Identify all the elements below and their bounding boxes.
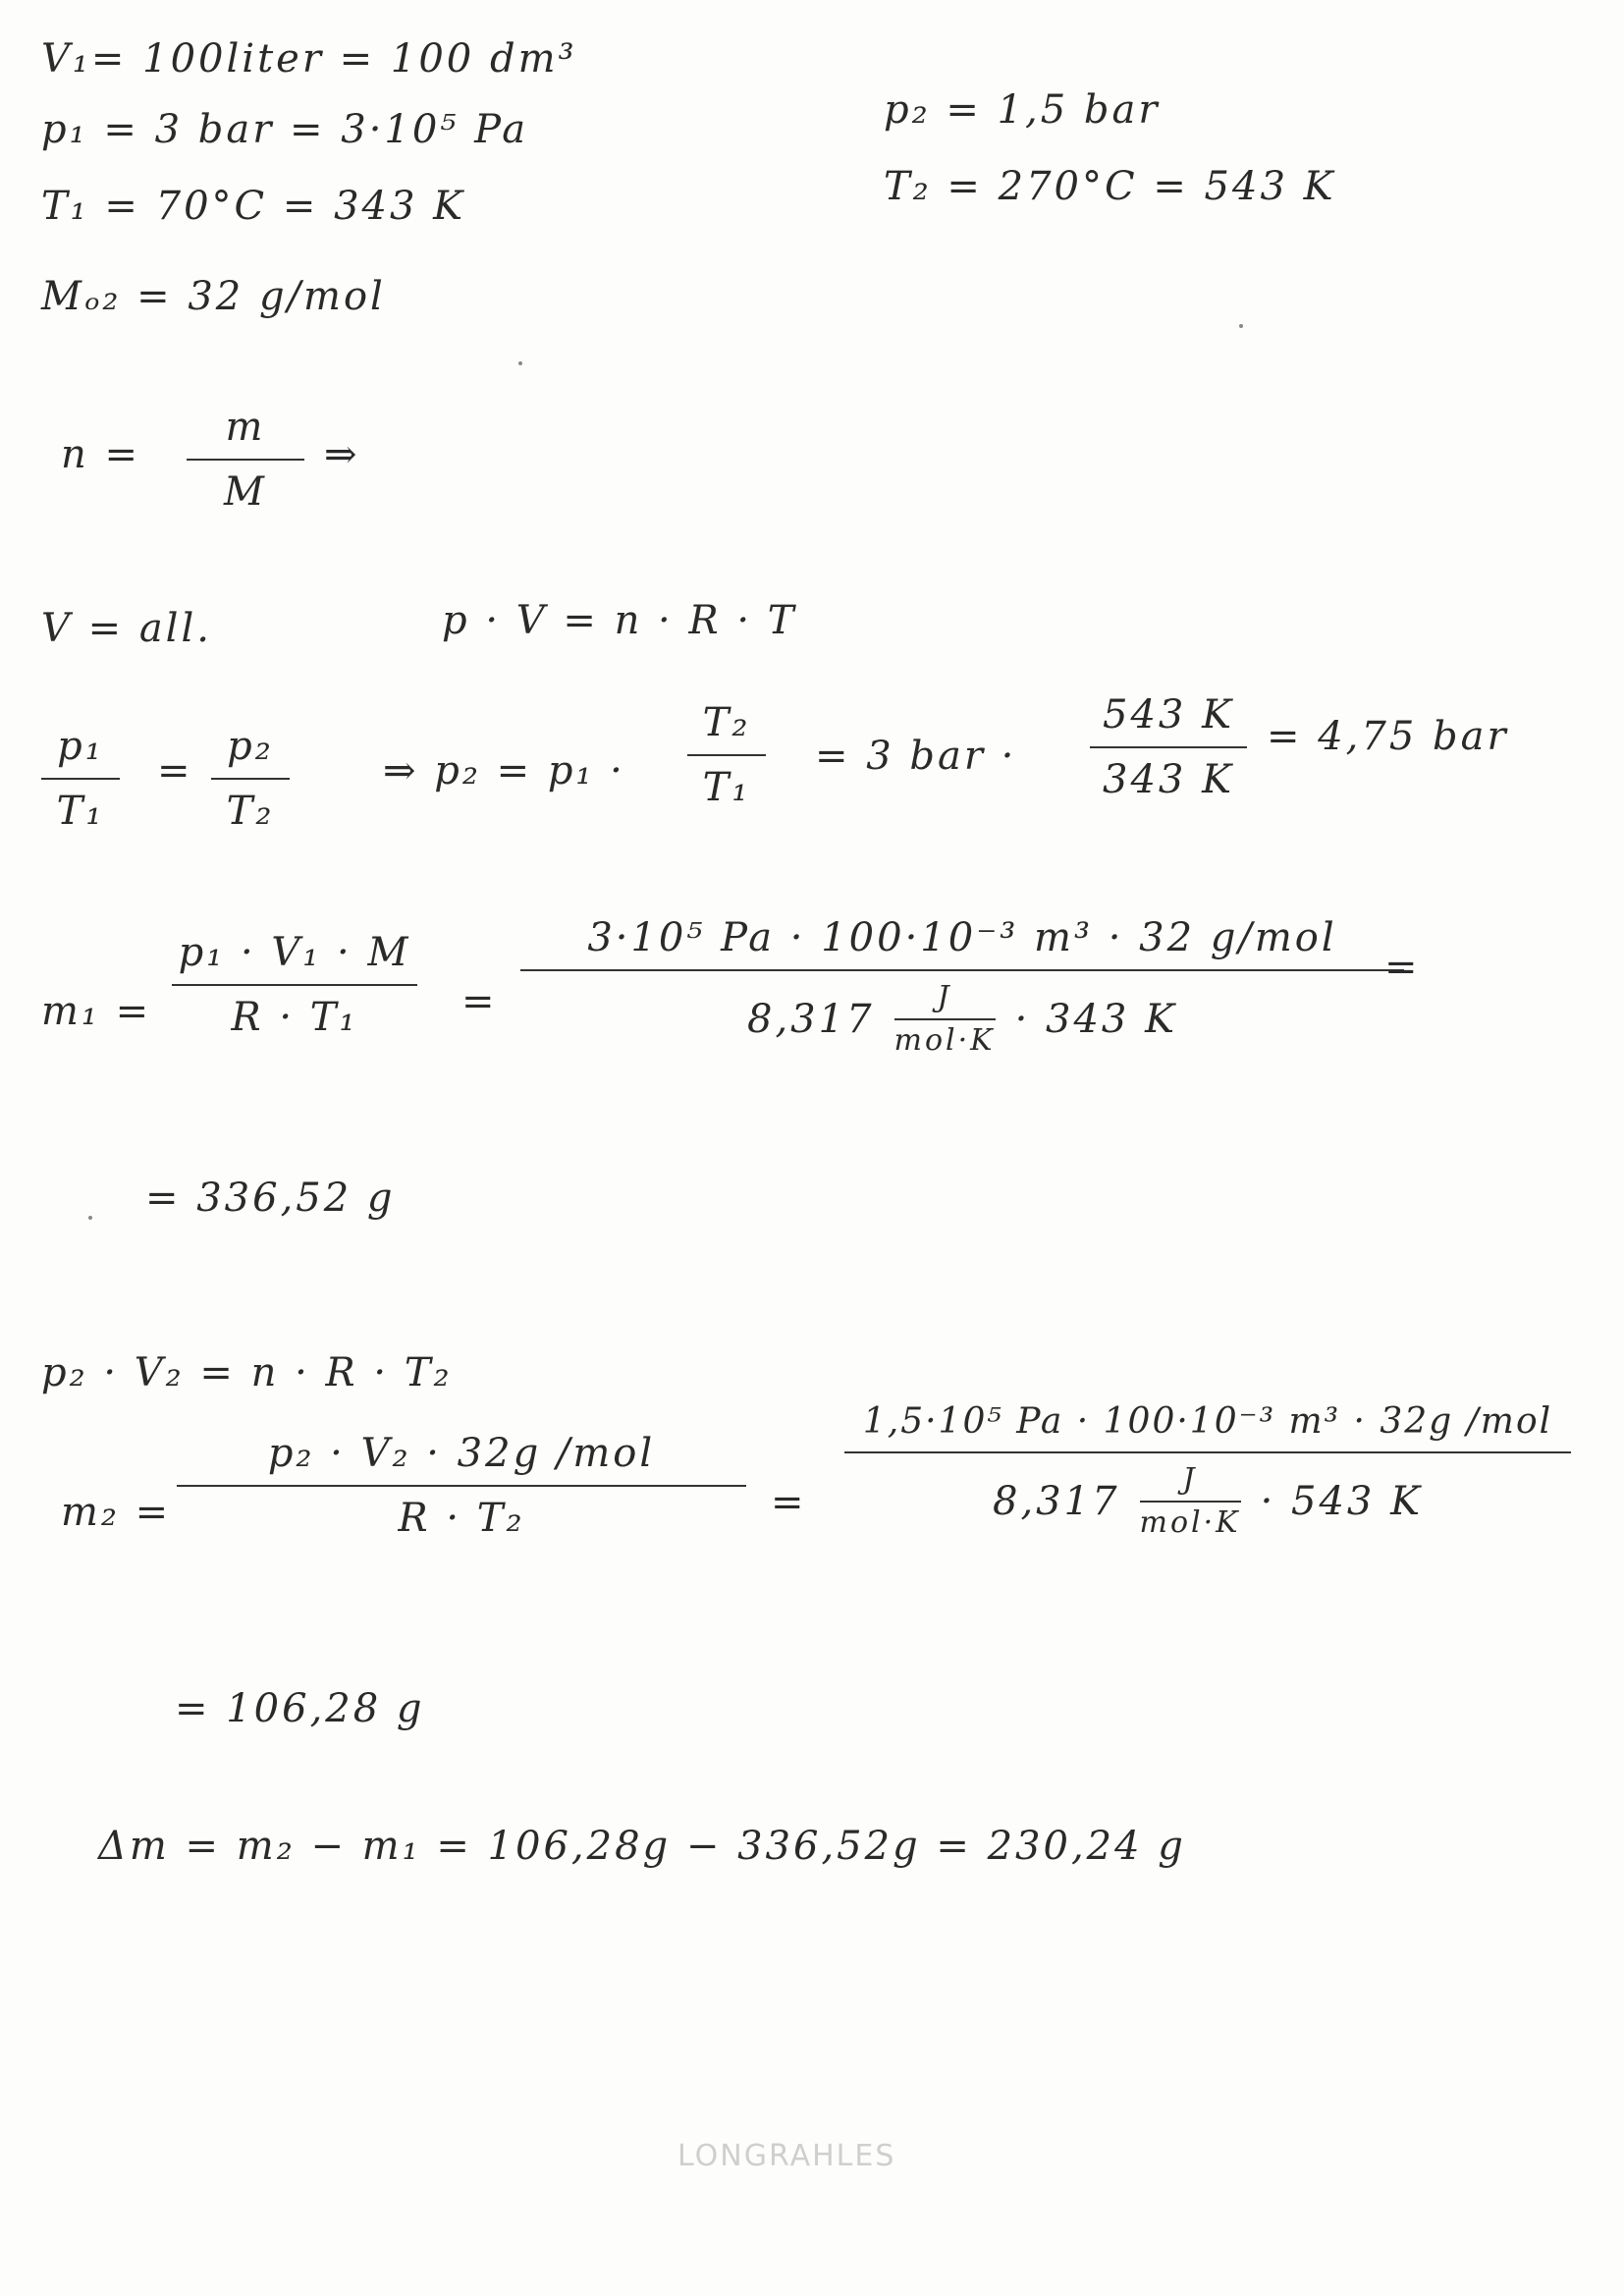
- ink-speck: [518, 361, 522, 365]
- m2-symbolic-fraction: [177, 1431, 746, 1541]
- given-p1: p₁ = 3 bar = 3·10⁵ Pa: [41, 107, 529, 152]
- fraction-denominator: T₂: [226, 789, 275, 834]
- fraction-numerator: p₂: [227, 724, 274, 769]
- temperature-factor: · 543 K: [1260, 1479, 1423, 1524]
- delta-mass-result: Δm = m₂ − m₁ = 106,28g − 336,52g = 230,24 g: [98, 1824, 1186, 1869]
- fraction-bar: [1090, 746, 1247, 748]
- gas-constant-value: 8,317: [993, 1479, 1120, 1524]
- m1-equals: =: [461, 979, 498, 1024]
- volume-constant-note: V = all.: [41, 606, 212, 651]
- ratio-mid: = 3 bar ·: [815, 734, 1017, 779]
- m2-result: = 106,28 g: [175, 1686, 425, 1731]
- fraction-bar: [211, 778, 290, 780]
- m1-lhs: m₁ =: [41, 989, 152, 1034]
- unit-numerator: J: [1182, 1462, 1198, 1497]
- fraction-denominator: [747, 980, 1177, 1058]
- ratio-equals: =: [157, 748, 193, 793]
- ink-speck: [1239, 324, 1243, 328]
- fraction-numerator: m: [225, 405, 266, 450]
- ratio-fraction-p2-t2: [211, 724, 290, 834]
- fraction-bar: [520, 969, 1404, 971]
- fraction-numerator: p₂ · V₂ · 32g /mol: [267, 1431, 656, 1476]
- fraction-numerator: 3·10⁵ Pa · 100·10⁻³ m³ · 32 g/mol: [587, 915, 1337, 960]
- m2-equals: =: [771, 1480, 807, 1525]
- ratio-fraction-temperatures: [1090, 692, 1247, 802]
- given-t2: T₂ = 270°C = 543 K: [884, 164, 1336, 209]
- fraction-bar: [177, 1485, 746, 1487]
- m2-lhs: m₂ =: [61, 1490, 172, 1535]
- fraction-numerator: p₁ · V₁ · M: [178, 930, 411, 975]
- ratio-solve-p2: ⇒ p₂ = p₁ ·: [383, 748, 625, 793]
- show-through-text: LONGRAHLES: [677, 2139, 896, 2173]
- fraction-bar: [41, 778, 120, 780]
- fraction-denominator: M: [224, 469, 267, 515]
- m2-gas-law: p₂ · V₂ = n · R · T₂: [41, 1350, 453, 1395]
- fraction-bar: [172, 984, 417, 986]
- fraction-denominator: T₁: [56, 789, 105, 834]
- fraction-bar: [894, 1018, 996, 1020]
- m1-equals-end: =: [1384, 945, 1421, 990]
- fraction-bar: [844, 1451, 1571, 1453]
- given-molar-mass: Mₒ₂ = 32 g/mol: [41, 274, 386, 319]
- fraction-denominator: R · T₂: [398, 1496, 525, 1541]
- n-formula-fraction: [187, 405, 304, 515]
- unit-denominator: mol·K: [893, 1023, 996, 1058]
- unit-denominator: mol·K: [1139, 1505, 1241, 1540]
- fraction-denominator: T₁: [702, 765, 751, 810]
- fraction-denominator: [993, 1462, 1423, 1540]
- fraction-denominator: R · T₁: [231, 995, 358, 1040]
- ratio-result: = 4,75 bar: [1267, 714, 1509, 759]
- gas-constant-unit: [1139, 1462, 1241, 1540]
- fraction-denominator: 343 K: [1103, 757, 1234, 802]
- temperature-factor: · 343 K: [1014, 997, 1177, 1042]
- fraction-numerator: 1,5·10⁵ Pa · 100·10⁻³ m³ · 32g /mol: [862, 1401, 1553, 1442]
- fraction-bar: [187, 459, 304, 461]
- ratio-fraction-p1-t1: [41, 724, 120, 834]
- unit-numerator: J: [937, 980, 952, 1014]
- fraction-numerator: 543 K: [1103, 692, 1234, 738]
- fraction-numerator: p₁: [57, 724, 104, 769]
- given-t1: T₁ = 70°C = 343 K: [41, 184, 466, 229]
- gas-constant-unit: [893, 980, 996, 1058]
- fraction-numerator: T₂: [702, 700, 751, 745]
- ink-speck: [88, 1216, 92, 1220]
- m1-result: = 336,52 g: [145, 1175, 396, 1221]
- fraction-bar: [1140, 1501, 1241, 1503]
- gas-constant-value: 8,317: [747, 997, 875, 1042]
- ratio-fraction-t2-t1: [687, 700, 766, 810]
- n-formula-lhs: n =: [61, 432, 140, 477]
- m1-symbolic-fraction: [172, 930, 417, 1040]
- m2-numeric-fraction: [844, 1401, 1571, 1540]
- given-v1: V₁= 100liter = 100 dm³: [41, 36, 577, 82]
- implies-arrow: ⇒: [324, 432, 360, 477]
- given-p2: p₂ = 1,5 bar: [884, 87, 1161, 133]
- m1-numeric-fraction: [520, 915, 1404, 1058]
- fraction-bar: [687, 754, 766, 756]
- ideal-gas-law: p · V = n · R · T: [442, 598, 797, 643]
